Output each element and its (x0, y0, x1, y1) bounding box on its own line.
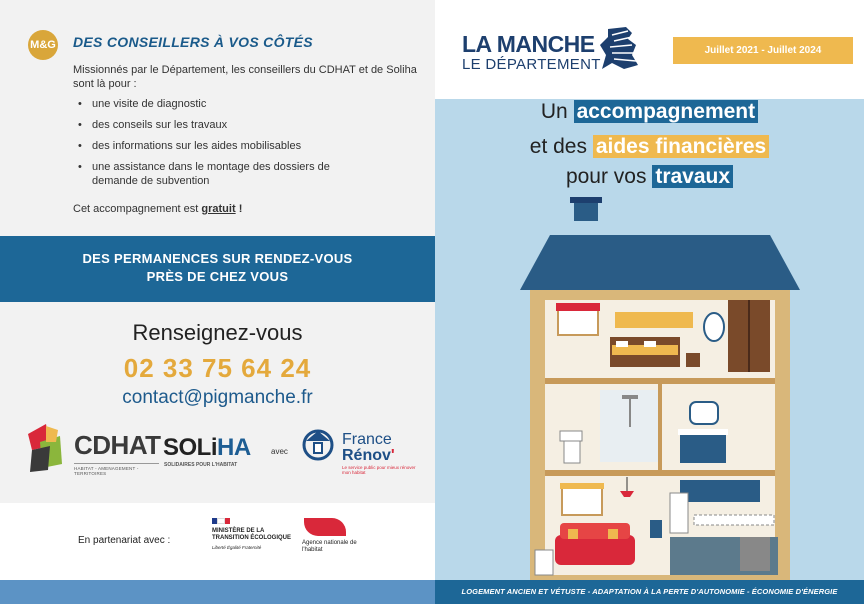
gratuit-word: gratuit (201, 203, 236, 215)
ministere-motto: Liberté Égalité Fraternité (212, 545, 262, 550)
france-renov-text-1: France (342, 431, 392, 448)
soliha-part-a: SOLi (163, 434, 218, 461)
ministere-text (212, 528, 292, 551)
list-item: • une visite de diagnostic (76, 97, 376, 111)
gratuit-suffix: ! (235, 203, 243, 215)
toilet-icon (560, 431, 582, 441)
manche-title: LA MANCHE (462, 31, 595, 57)
cdhat-logo-text: CDHAT (74, 430, 161, 460)
handshake-icon: M&G (28, 30, 58, 60)
intro-text: Missionnés par le Département, les conseillers du CDHAT et de Soliha sont là pour : (73, 64, 417, 90)
house-illustration (510, 195, 810, 580)
permanences-line1: DES PERMANENCES SUR RENDEZ-VOUS (82, 251, 353, 266)
plant-icon (650, 520, 662, 538)
gratuit-text (73, 203, 242, 215)
list-item: • une assistance dans le montage des dossiers de demande de subvention (76, 160, 376, 188)
manche-subtitle: LE DÉPARTEMENT (462, 56, 601, 73)
renseignez-heading: Renseignez-vous (132, 320, 303, 345)
radiator-icon (535, 550, 553, 575)
permanences-banner (0, 236, 435, 302)
bathroom-mirror-icon (690, 402, 718, 424)
headline-line-3 (435, 165, 864, 189)
list-item: • des conseils sur les travaux (76, 118, 376, 132)
soliha-tagline: SOLIDAIRES POUR L'HABITAT (164, 462, 238, 468)
gratuit-prefix: Cet accompagnement est (73, 203, 202, 215)
ministere-name: MINISTÈRE DE LA TRANSITION ÉCOLOGIQUE (212, 528, 292, 541)
anah-logo (302, 518, 362, 573)
dates-badge: Juillet 2021 - Juillet 2024 (673, 37, 853, 64)
headline-highlight-2: aides financières (593, 135, 769, 158)
headline-line-2 (435, 135, 864, 159)
avec-label: avec (271, 447, 288, 456)
kitchen-cabinets-icon (680, 480, 760, 502)
headline-word-3: pour vos (565, 165, 653, 188)
services-list (76, 97, 376, 195)
mirror-icon (704, 313, 724, 341)
themes-strip: LOGEMENT ANCIEN ET VÉTUSTE - ADAPTATION À LA PERTE D'AUTONOMIE - ÉCONOMIE D'ÉNERGIE (435, 580, 864, 604)
renov-word: Rénov (342, 447, 391, 464)
vanity-icon (680, 433, 726, 463)
chimney-icon (574, 201, 598, 221)
phone-number[interactable]: 02 33 75 64 24 (123, 353, 312, 383)
france-renov-text-2 (342, 447, 395, 465)
cdhat-tagline: HABITAT - AMENAGEMENT - TERRITOIRES (74, 463, 159, 476)
headboard-shelf (615, 312, 693, 328)
marianne-flag-icon (212, 518, 230, 524)
soliha-part-b: HA (217, 434, 251, 461)
list-item: • des informations sur les aides mobilisables (76, 139, 376, 153)
right-header (435, 0, 864, 99)
headline-word-2: et des (529, 135, 593, 158)
soliha-logo-text (163, 434, 251, 462)
manche-peninsula-logo-icon (598, 25, 642, 71)
headline-highlight-1: accompagnement (574, 100, 759, 123)
france-renov-logo-icon (298, 423, 338, 463)
anah-mark-icon (304, 518, 346, 536)
sofa-icon (555, 535, 635, 565)
france-renov-tagline: Le service public pour mieux rénover mon habitat (342, 465, 416, 475)
permanences-line2: PRÈS DE CHEZ VOUS (146, 269, 289, 284)
headline-highlight-3: travaux (652, 165, 733, 188)
conseillers-title: DES CONSEILLERS À VOS CÔTÉS (73, 34, 313, 50)
partenariat-label: En partenariat avec : (78, 535, 171, 546)
renov-slash: ' (390, 447, 395, 464)
ministere-logo (212, 518, 292, 573)
headline-word-1: Un (540, 100, 574, 123)
roof-icon (520, 235, 800, 290)
right-panel (435, 0, 864, 604)
boiler-icon (670, 493, 688, 533)
left-bottom-strip (0, 580, 435, 604)
window-icon-2 (562, 485, 602, 515)
email-link[interactable]: contact@pigmanche.fr (122, 387, 313, 408)
anah-text: Agence nationale de l'habitat (302, 540, 357, 553)
headline-line-1 (435, 100, 864, 124)
